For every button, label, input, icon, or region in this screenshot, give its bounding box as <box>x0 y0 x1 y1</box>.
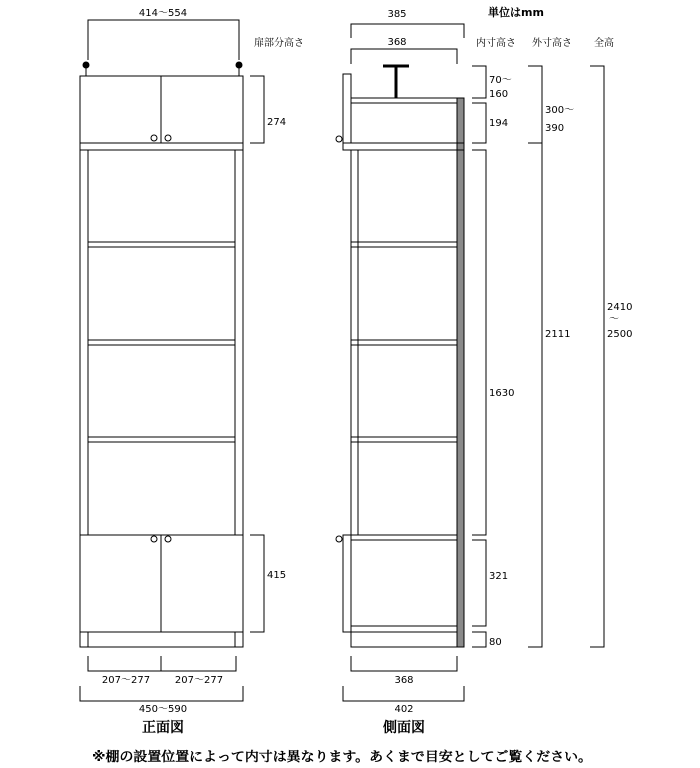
front-adjuster-knob-right <box>236 62 242 68</box>
side-upper-knob <box>336 136 342 142</box>
side-outer-depth-dimension <box>351 24 464 38</box>
front-half-width-dimension <box>88 656 236 671</box>
side-bottom-board <box>351 626 457 632</box>
side-plinth <box>351 632 457 647</box>
base-height-label: 80 <box>489 637 502 648</box>
footnote: ※棚の設置位置によって内寸は異なります。あくまで目安としてご覧ください。 <box>92 750 559 765</box>
front-shelf-1 <box>88 242 235 247</box>
front-shelf-3 <box>88 437 235 442</box>
top-gap-label-line1: 70〜 <box>489 75 512 86</box>
side-lower-knob <box>336 536 342 542</box>
side-inner-depth-dimension <box>351 49 457 64</box>
front-half-left-label: 207〜277 <box>101 675 151 686</box>
front-plinth <box>80 632 243 647</box>
main-outer-label: 2111 <box>545 329 571 340</box>
top-gap-bracket <box>472 66 486 98</box>
front-side-left <box>80 150 88 535</box>
front-upper-knob-left <box>151 135 157 141</box>
side-total-depth-dimension <box>343 686 464 701</box>
front-width-top-label: 414〜554 <box>138 8 188 19</box>
top-gap-label-line2: 160 <box>489 89 509 100</box>
side-front-edge <box>351 150 358 535</box>
front-lower-knob-right <box>165 536 171 542</box>
front-view-caption: 正面図 <box>142 720 184 736</box>
upper-inner-label: 194 <box>489 118 509 129</box>
total-height-header: 全高 <box>594 38 614 49</box>
lower-inner-label: 321 <box>489 571 509 582</box>
side-shelf-2 <box>351 340 457 345</box>
front-adjuster-knob-left <box>83 62 89 68</box>
total-height-label-line1: 2410 <box>607 302 633 313</box>
front-width-top-dimension <box>88 20 239 60</box>
front-view <box>80 20 264 701</box>
lower-door-height-label: 415 <box>267 570 287 581</box>
side-upper-top-board <box>351 98 457 103</box>
side-total-depth-label: 402 <box>394 704 414 715</box>
labels <box>92 5 632 765</box>
upper-door-height-bracket <box>250 76 264 143</box>
unit-label: 単位はmm <box>488 6 544 19</box>
front-total-width-dimension <box>80 686 243 701</box>
upper-outer-bracket <box>528 66 542 143</box>
upper-door-height-label: 274 <box>267 117 287 128</box>
side-shelf-1 <box>351 242 457 247</box>
lower-inner-bracket <box>472 540 486 626</box>
base-bracket <box>472 632 486 647</box>
front-upper-knob-right <box>165 135 171 141</box>
side-shelf-3 <box>351 437 457 442</box>
side-inner-depth-bottom-label: 368 <box>394 675 414 686</box>
inner-height-header: 内寸高さ <box>476 38 516 49</box>
front-shelf-2 <box>88 340 235 345</box>
side-inner-depth-bottom-dimension <box>351 656 457 671</box>
front-top-board <box>80 143 243 150</box>
upper-outer-label-line1: 300〜 <box>545 105 575 116</box>
side-upper-door <box>343 74 351 143</box>
side-middle-top-board <box>343 143 464 150</box>
side-view-caption: 側面図 <box>383 720 425 736</box>
front-half-right-label: 207〜277 <box>174 675 224 686</box>
lower-door-height-bracket <box>250 535 264 632</box>
side-outer-depth-label: 385 <box>387 9 407 20</box>
side-inner-depth-top-label: 368 <box>387 37 407 48</box>
main-outer-bracket <box>528 143 542 647</box>
front-side-right <box>235 150 243 535</box>
total-height-label-line2: 〜 <box>609 314 619 325</box>
outer-height-header: 外寸高さ <box>532 38 572 49</box>
main-inner-bracket <box>472 150 486 535</box>
total-height-label-line3: 2500 <box>607 329 633 340</box>
upper-outer-label-line2: 390 <box>545 123 565 134</box>
side-lower-top-board <box>351 535 457 540</box>
main-inner-label: 1630 <box>489 388 515 399</box>
total-height-bracket <box>590 66 604 647</box>
front-lower-knob-left <box>151 536 157 542</box>
side-back-panel <box>457 98 464 647</box>
side-lower-door <box>343 535 351 632</box>
upper-inner-bracket <box>472 103 486 143</box>
front-total-width-label: 450〜590 <box>138 704 188 715</box>
door-height-header: 扉部分高さ <box>254 38 304 49</box>
